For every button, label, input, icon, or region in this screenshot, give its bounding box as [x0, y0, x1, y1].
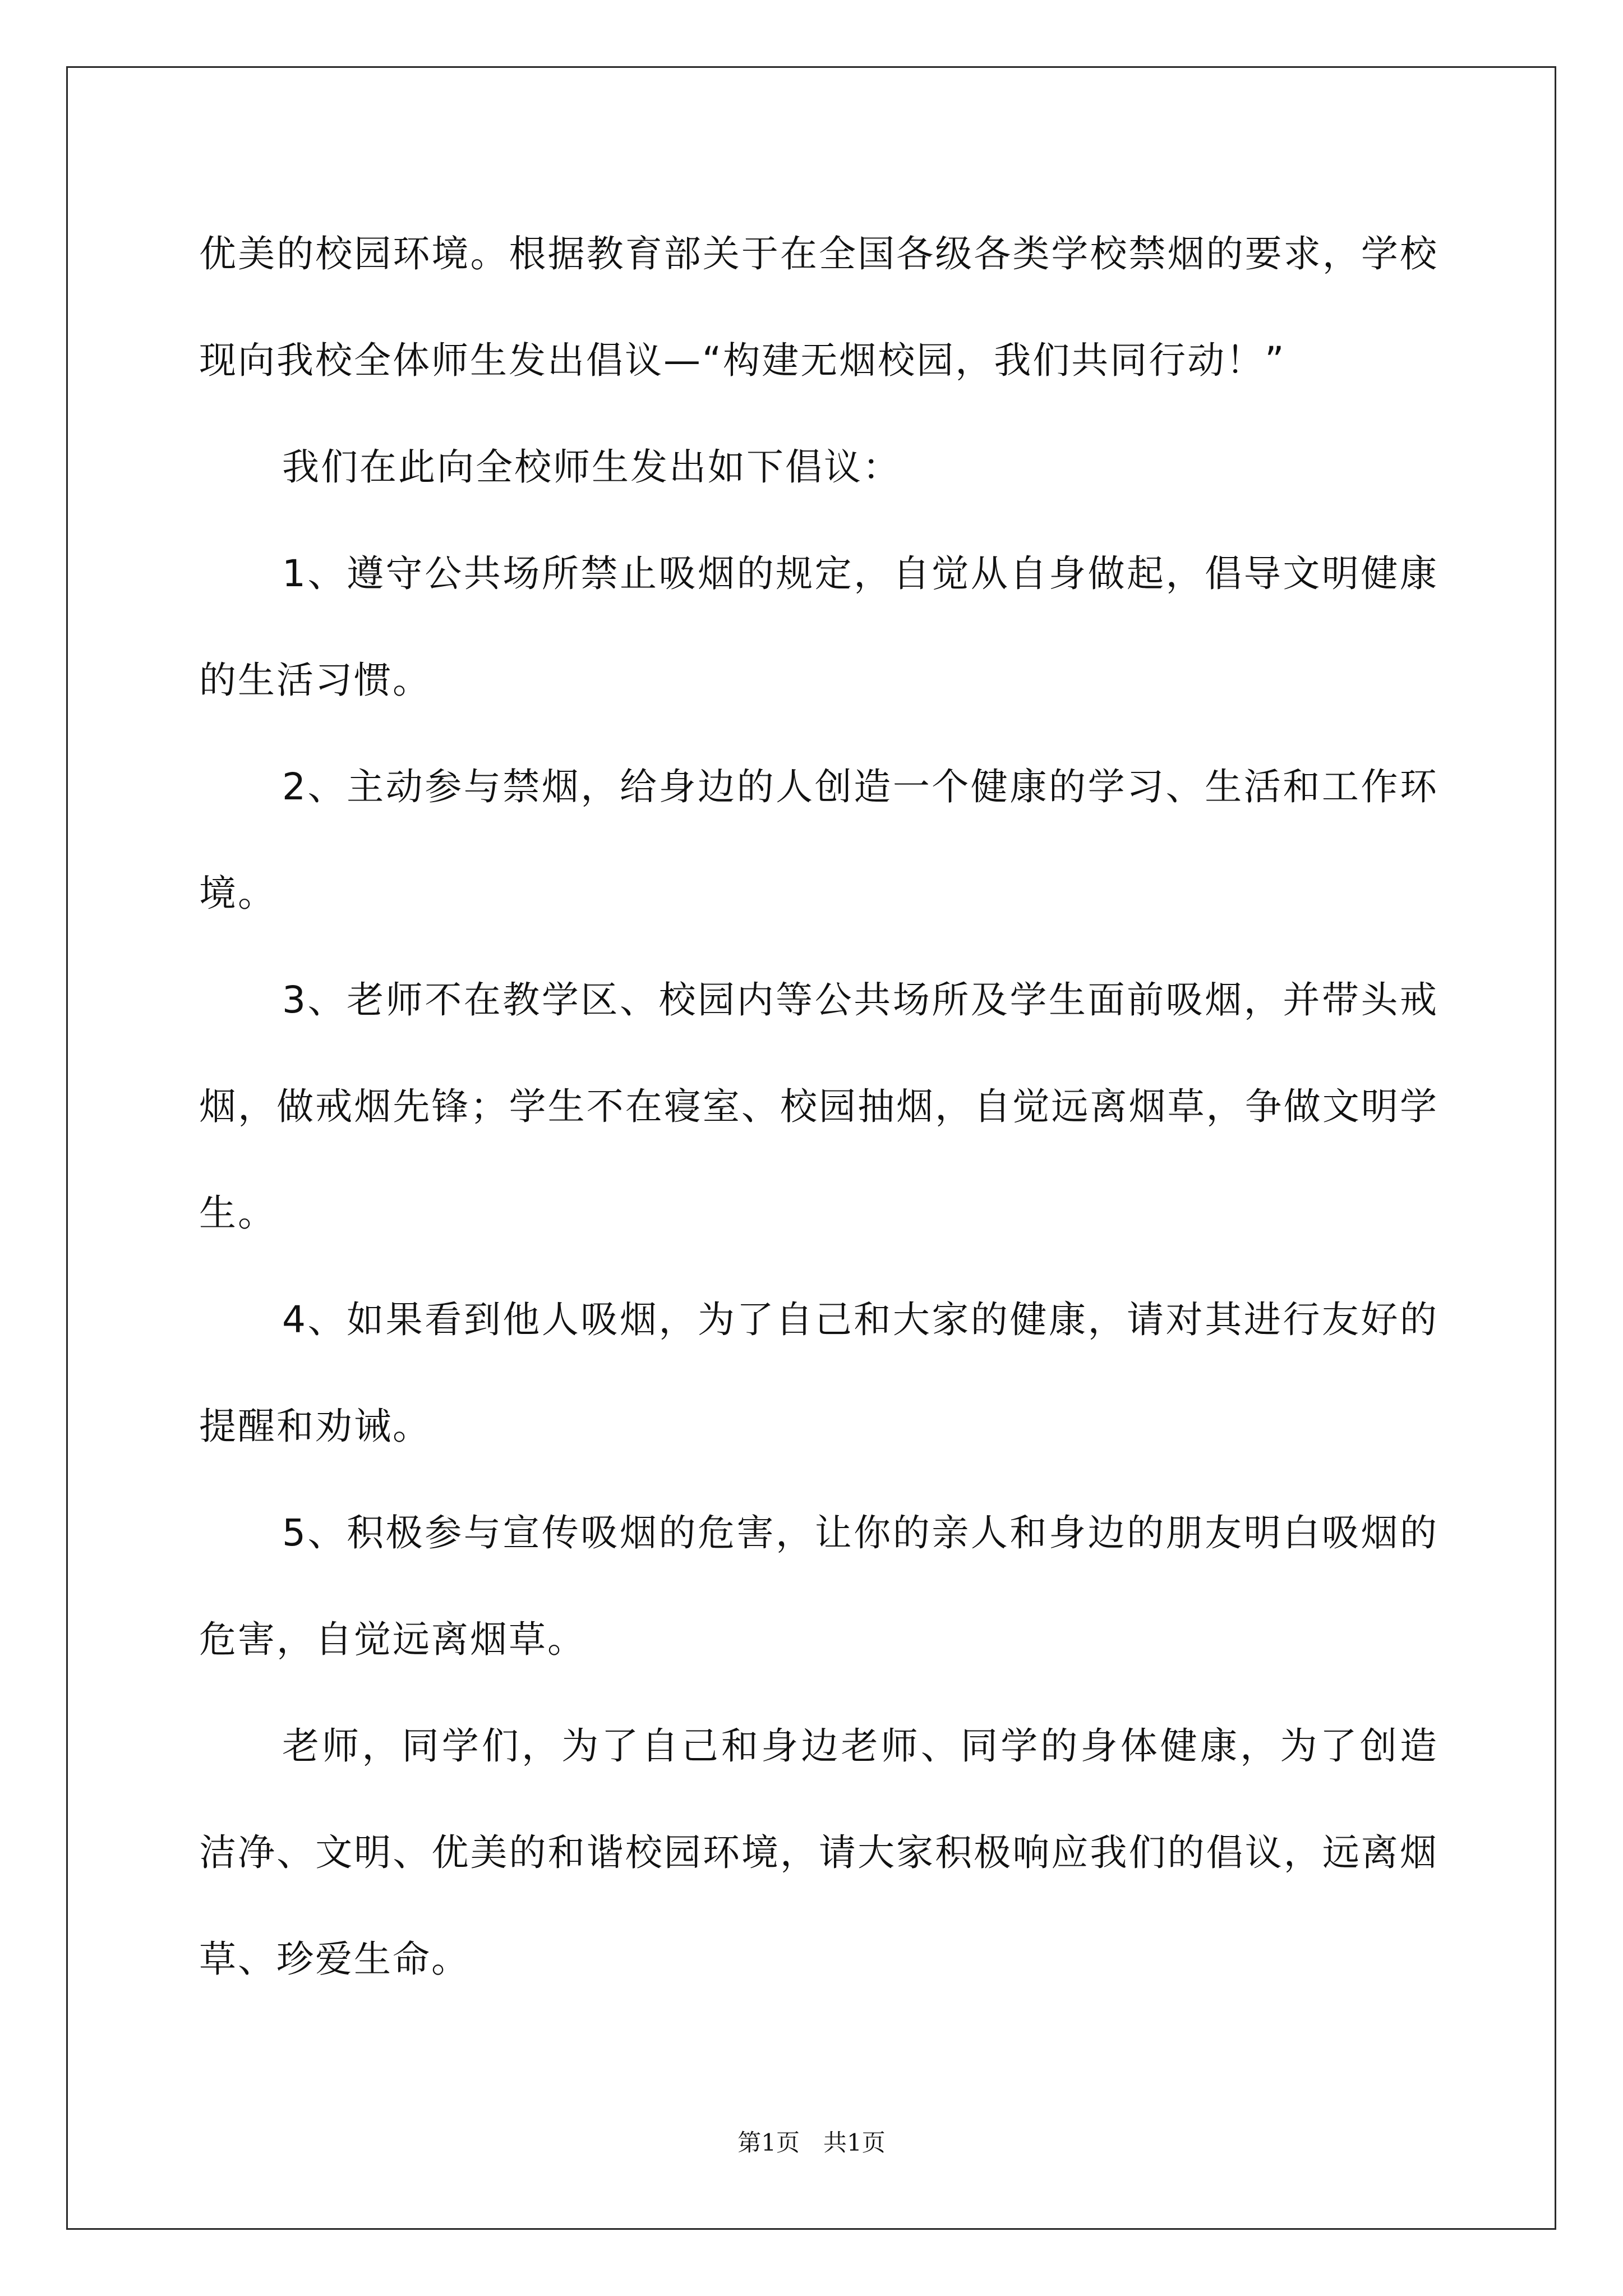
document-body: [199, 201, 1438, 2013]
paragraph-continued-intro: 优美的校园环境。根据教育部关于在全国各级各类学校禁烟的要求，学校现向我校全体师生发出倡议—“构建无烟校园，我们共同行动！”: [199, 232, 1438, 382]
paragraph-item-5: 5、积极参与宣传吸烟的危害，让你的亲人和身边的朋友明白吸烟的危害，自觉远离烟草。: [199, 1511, 1438, 1661]
paragraph-item-3: 3、老师不在教学区、校园内等公共场所及学生面前吸烟，并带头戒烟，做戒烟先锋；学生不在寝室、校园抽烟，自觉远离烟草，争做文明学生。: [199, 978, 1438, 1235]
paragraph-item-1: 1、遵守公共场所禁止吸烟的规定，自觉从自身做起，倡导文明健康的生活习惯。: [199, 552, 1438, 702]
paragraph-item-2: 2、主动参与禁烟，给身边的人创造一个健康的学习、生活和工作环境。: [199, 765, 1438, 915]
paragraph-proposal-lead: 我们在此向全校师生发出如下倡议：: [282, 445, 901, 489]
page-number-footer: 第1页 共1页: [737, 2129, 886, 2156]
paragraph-closing: 老师，同学们，为了自己和身边老师、同学的身体健康，为了创造洁净、文明、优美的和谐校园环境，请大家积极响应我们的倡议，远离烟草、珍爱生命。: [199, 1724, 1438, 1981]
paragraph-item-4: 4、如果看到他人吸烟，为了自己和大家的健康，请对其进行友好的提醒和劝诫。: [199, 1298, 1438, 1448]
